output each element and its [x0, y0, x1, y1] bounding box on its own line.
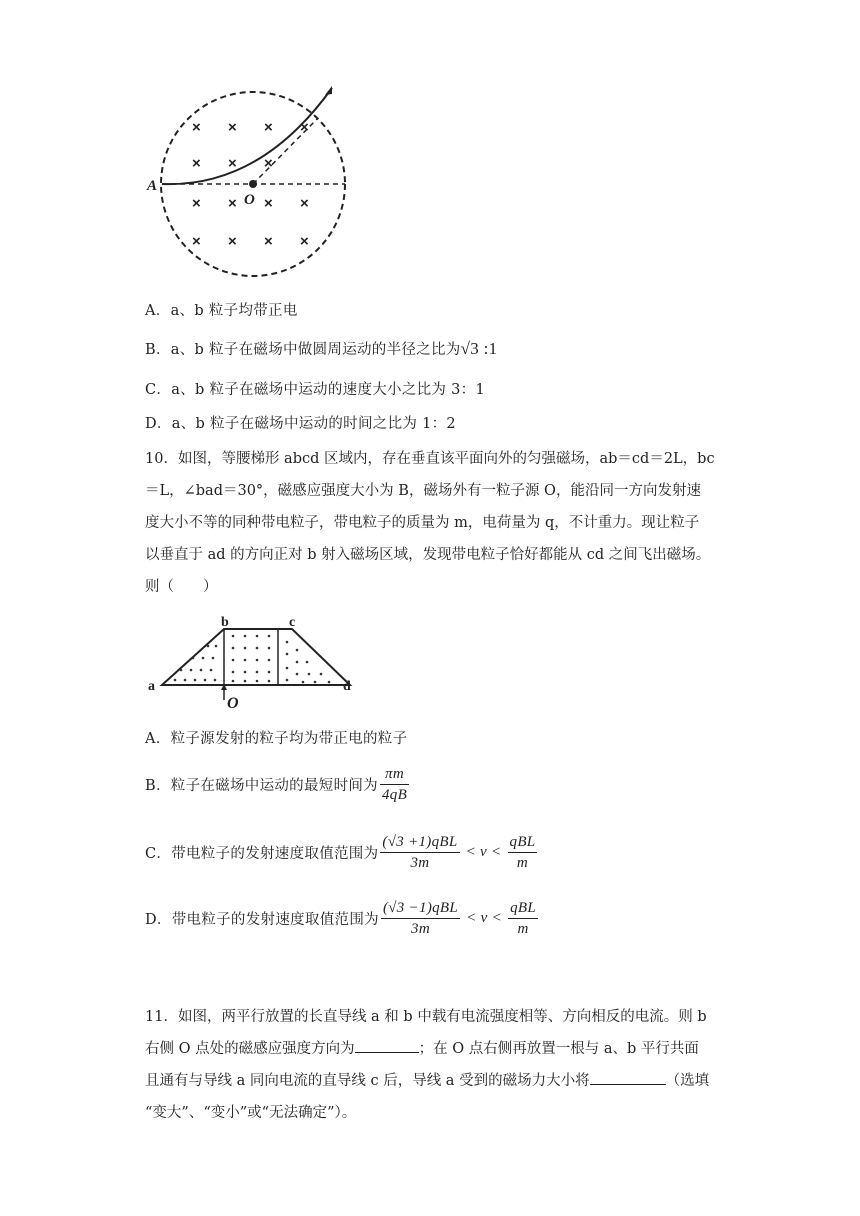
svg-text:×: ×	[264, 155, 273, 172]
label-a: A	[147, 178, 158, 194]
trajectory-arrowhead	[325, 86, 332, 95]
label-c: c	[289, 615, 296, 630]
fraction-lower-bound: $\frac{\text{(√3 −1)qBL}}{3m}$	[382, 900, 459, 937]
q10-option-c: C．带电粒子的发射速度取值范围为 $\frac{\text{(√3 +1)qBL}}{3m}$ < v < $\frac{\text{qBL}}{m}$	[145, 834, 536, 871]
q10-option-a: A．粒子源发射的粒子均为带正电的粒子	[145, 731, 408, 747]
svg-text:×: ×	[192, 119, 201, 136]
svg-text:×: ×	[192, 195, 201, 212]
answer-blank-2[interactable]	[590, 1070, 666, 1085]
q11-stem: 11．如图，两平行放置的长直导线 a 和 b 中载有电流强度相等、方向相反的电流。则 b 右侧 O 点处的磁感应强度方向为 ；在 O 点右侧再放置一根与 a、b 平行共面 且通有与导线 a 同向电流的直导线 c 后，导线 a 受到的磁场力大小将 （选填 “变大”、“变小”或“无法确定”）。	[145, 1009, 710, 1121]
svg-text:×: ×	[300, 119, 309, 136]
svg-text:×: ×	[192, 233, 201, 250]
fraction-lower-bound: $\frac{\text{(√3 +1)qBL}}{3m}$	[382, 834, 458, 871]
trapezoid-field-figure	[145, 612, 365, 712]
svg-text:×: ×	[228, 233, 237, 250]
label-b: b	[221, 615, 229, 630]
q9-option-b: B．a、b 粒子在磁场中做圆周运动的半径之比为√3 :1	[145, 339, 498, 358]
svg-text:×: ×	[264, 233, 273, 250]
fraction-min-time: $\frac{\pi m}{4qB}$	[381, 766, 408, 803]
svg-text:×: ×	[192, 155, 201, 172]
label-a: a	[148, 679, 155, 694]
svg-text:×: ×	[264, 119, 273, 136]
label-o: O	[227, 695, 239, 712]
particle-trajectory	[162, 88, 332, 184]
q9-option-c: C．a、b 粒子在磁场中运动的速度大小之比为 3：1	[145, 382, 485, 398]
label-o: O	[244, 192, 255, 208]
label-d: d	[343, 679, 351, 694]
svg-text:×: ×	[228, 195, 237, 212]
fraction-upper-bound: $\frac{\text{qBL}}{m}$	[509, 834, 536, 871]
svg-text:×: ×	[228, 155, 237, 172]
fraction-upper-bound: $\frac{\text{qBL}}{m}$	[510, 900, 536, 937]
circle-field-figure	[140, 80, 360, 280]
svg-text:×: ×	[228, 119, 237, 136]
center-point	[249, 180, 257, 188]
q10-stem: 10．如图，等腰梯形 abcd 区域内，存在垂直该平面向外的匀强磁场，ab＝cd＝2L，bc ＝L，∠bad＝30°，磁感应强度大小为 B，磁场外有一粒子源 O，能沿同一方向发射速 度大小不等的同种带电粒子，带电粒子的质量为 m，电荷量为 q，不计重力。现让粒子 以垂直于 ad 的方向正对 b 射入磁场区域，发现带电粒子恰好都能从 cd 之间飞出磁场。 则（ ）	[145, 451, 715, 595]
svg-text:×: ×	[300, 233, 309, 250]
q10-option-b: B．粒子在磁场中运动的最短时间为 $\frac{\pi m}{4qB}$	[145, 766, 408, 803]
q10-option-d: D．带电粒子的发射速度取值范围为 $\frac{\text{(√3 −1)qBL}}{3m}$ < v < $\frac{\text{qBL}}{m}$	[145, 900, 536, 937]
q9-option-d: D．a、b 粒子在磁场中运动的时间之比为 1：2	[145, 416, 456, 432]
svg-text:×: ×	[300, 195, 309, 212]
answer-blank-1[interactable]	[355, 1038, 419, 1053]
svg-text:×: ×	[264, 195, 273, 212]
q9-option-a: A．a、b 粒子均带正电	[145, 303, 298, 319]
trapezoid-boundary	[162, 629, 350, 685]
